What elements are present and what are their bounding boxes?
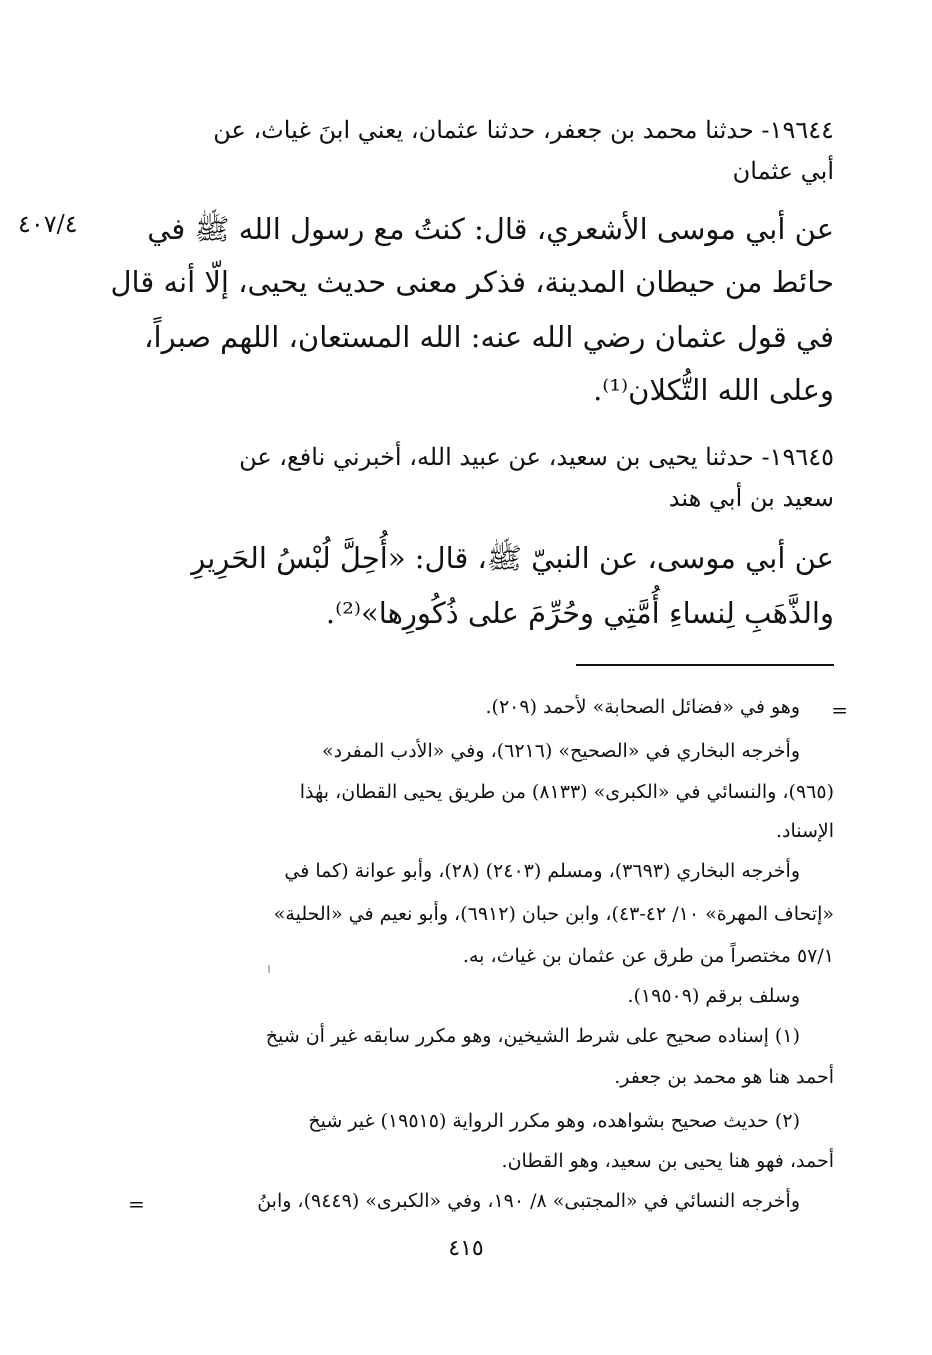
hadith-19644-matn-line-1: عن أبي موسى الأشعري، قال: كنتُ مع رسول الله ﷺ في: [147, 212, 834, 246]
scan-speck: [268, 965, 270, 973]
footnote-line: وسلف برقم (١٩٥٠٩).: [627, 985, 800, 1007]
footnote-separator-rule: [576, 664, 834, 666]
footnote-line: وأخرجه البخاري في «الصحيح» (٦٢١٦)، وفي «الأدب المفرد»: [322, 740, 800, 762]
continuation-mark-bottom: =: [128, 1192, 145, 1216]
hadith-19644-isnad-line-2: أبي عثمان: [732, 157, 834, 185]
footnote-line: وهو في «فضائل الصحابة» لأحمد (٢٠٩).: [485, 696, 800, 718]
footnote-line: ٥٧/١ مختصراً من طرق عن عثمان بن غياث، به.: [462, 945, 834, 967]
footnote-line: «إتحاف المهرة» ١٠/ ٤٢-٤٣)، وابن حبان (٦٩١٢)، وأبو نعيم في «الحلية»: [273, 903, 834, 925]
footnote-line: الإسناد.: [775, 820, 834, 842]
hadith-19645-matn-line-1: عن أبي موسى، عن النبيّ ﷺ، قال: «أُحِلَّ لُبْسُ الحَرِيرِ: [191, 541, 834, 575]
footnote-line: وأخرجه البخاري (٣٦٩٣)، ومسلم (٢٤٠٣) (٢٨)، وأبو عوانة (كما في: [284, 860, 800, 882]
footnote-line: (٩٦٥)، والنسائي في «الكبرى» (٨١٣٣) من طريق يحيى القطان، بهٰذا: [299, 781, 834, 803]
hadith-19644-matn-line-4: وعلى الله التُّكلان⁽¹⁾.: [593, 373, 834, 407]
page-number: ٤١٥: [448, 1236, 484, 1261]
hadith-19644-matn-line-2: حائط من حيطان المدينة، فذكر معنى حديث يحيى، إلّا أنه قال: [110, 265, 834, 299]
hadith-19645-matn-line-2: والذَّهَبِ لِنساءِ أُمَّتِي وحُرِّمَ على ذُكُورِها»⁽²⁾.: [325, 596, 834, 630]
continuation-mark-top: =: [831, 698, 848, 722]
footnote-line: أحمد، فهو هنا يحيى بن سعيد، وهو القطان.: [501, 1150, 834, 1172]
hadith-19645-isnad-line-2: سعيد بن أبي هند: [668, 484, 834, 512]
footnote-line: (٢) حديث صحيح بشواهده، وهو مكرر الرواية (١٩٥١٥) غير شيخ: [308, 1110, 800, 1132]
hadith-19645-isnad-line-1: ١٩٦٤٥- حدثنا يحيى بن سعيد، عن عبيد الله، أخبرني نافع، عن: [239, 443, 834, 471]
margin-volume-page-reference: ٤٠٧/٤: [18, 210, 78, 238]
footnote-line: وأخرجه النسائي في «المجتبى» ٨/ ١٩٠، وفي «الكبرى» (٩٤٤٩)، وابنُ: [257, 1190, 800, 1212]
hadith-19644-matn-line-3: في قول عثمان رضي الله عنه: الله المستعان، اللهم صبراً،: [144, 320, 834, 354]
hadith-19644-isnad-line-1: ١٩٦٤٤- حدثنا محمد بن جعفر، حدثنا عثمان، يعني ابنَ غياث، عن: [213, 116, 834, 144]
footnote-line: أحمد هنا هو محمد بن جعفر.: [614, 1066, 834, 1088]
footnote-line: (١) إسناده صحيح على شرط الشيخين، وهو مكرر سابقه غير أن شيخ: [265, 1025, 800, 1047]
